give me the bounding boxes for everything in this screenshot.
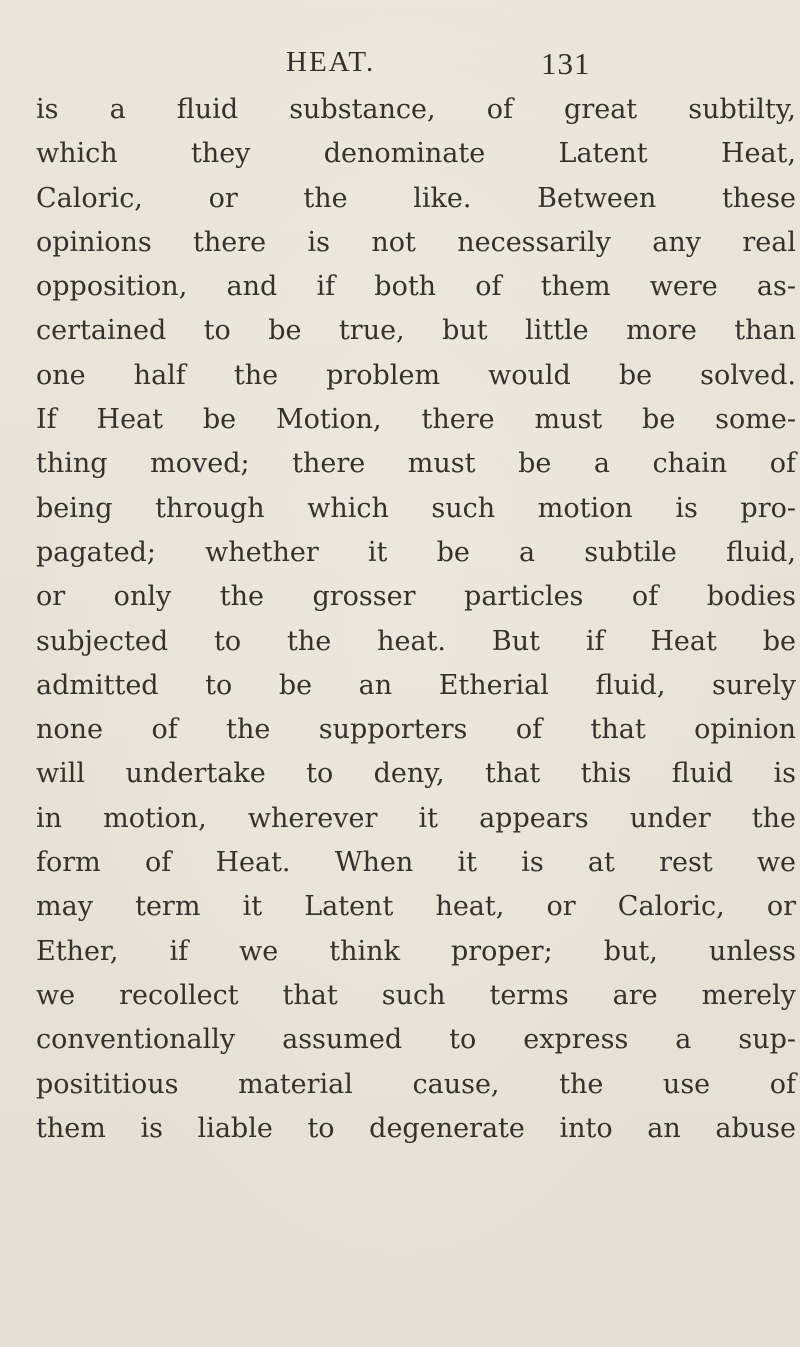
text-line: may term it Latent heat, or Caloric, or xyxy=(36,891,796,923)
running-head: HEAT. xyxy=(286,46,376,78)
body-text xyxy=(36,88,796,1151)
text-line: posititious material cause, the use of xyxy=(36,1068,796,1100)
text-line: If Heat be Motion, there must be some- xyxy=(36,404,796,436)
text-line: form of Heat. When it is at rest we xyxy=(36,847,796,879)
text-line: admitted to be an Etherial fluid, surely xyxy=(36,669,796,701)
text-line: Caloric, or the like. Between these xyxy=(36,182,796,214)
text-line: none of the supporters of that opinion xyxy=(36,714,796,746)
text-line: conventionally assumed to express a sup- xyxy=(36,1024,796,1056)
text-line: certained to be true, but little more than xyxy=(36,315,796,347)
text-line: one half the problem would be solved. xyxy=(36,359,796,391)
text-line: thing moved; there must be a chain of xyxy=(36,448,796,480)
text-line: will undertake to deny, that this fluid is xyxy=(36,758,796,790)
text-line: being through which such motion is pro- xyxy=(36,492,796,524)
text-line: which they denominate Latent Heat, xyxy=(36,138,796,170)
text-line: in motion, wherever it appears under the xyxy=(36,802,796,834)
text-line: we recollect that such terms are merely xyxy=(36,979,796,1011)
text-line: pagated; whether it be a subtile fluid, xyxy=(36,536,796,568)
page-number: 131 xyxy=(541,46,591,81)
text-line: opposition, and if both of them were as- xyxy=(36,271,796,303)
text-line: opinions there is not necessarily any real xyxy=(36,226,796,258)
text-line: is a fluid substance, of great subtilty, xyxy=(36,94,796,125)
text-line: subjected to the heat. But if Heat be xyxy=(36,625,796,657)
text-line: or only the grosser particles of bodies xyxy=(36,581,796,613)
text-line: them is liable to degenerate into an abuse xyxy=(36,1112,796,1144)
page-header xyxy=(0,46,800,86)
text-line: Ether, if we think proper; but, unless xyxy=(36,935,796,967)
